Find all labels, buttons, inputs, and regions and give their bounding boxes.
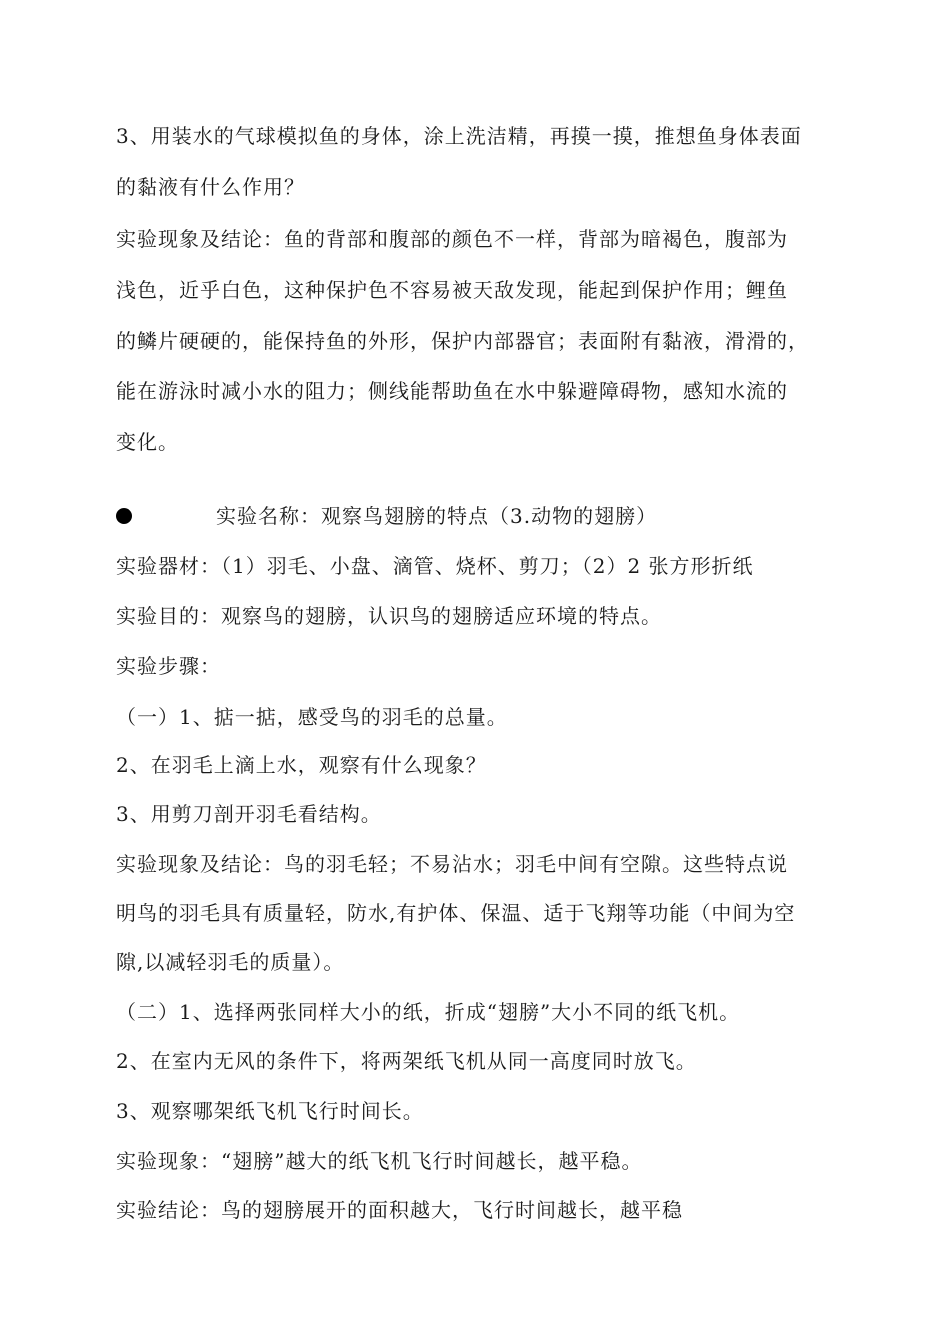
paragraph-line: 的黏液有什么作用？ <box>116 175 305 199</box>
paragraph-line: 3、观察哪架纸飞机飞行时间长。 <box>116 1099 424 1123</box>
paragraph-line: （二）1、选择两张同样大小的纸，折成“翅膀”大小不同的纸飞机。 <box>116 1000 741 1024</box>
paragraph-line: 隙,以减轻羽毛的质量）。 <box>116 950 345 974</box>
paragraph-line: 的鳞片硬硬的，能保持鱼的外形，保护内部器官；表面附有黏液，滑滑的， <box>116 329 809 353</box>
paragraph-line: 实验现象：“翅膀”越大的纸飞机飞行时间越长，越平稳。 <box>116 1149 643 1173</box>
paragraph-line: 实验结论：鸟的翅膀展开的面积越大，飞行时间越长，越平稳 <box>116 1198 683 1222</box>
section-title: 实验名称：观察鸟翅膀的特点（3.动物的翅膀） <box>216 504 658 528</box>
paragraph-line: 2、在室内无风的条件下，将两架纸飞机从同一高度同时放飞。 <box>116 1049 697 1073</box>
paragraph-line: （一）1、掂一掂，感受鸟的羽毛的总量。 <box>116 705 508 729</box>
paragraph-line: 明鸟的羽毛具有质量轻，防水,有护体、保温、适于飞翔等功能（中间为空 <box>116 901 796 925</box>
bullet-icon <box>116 508 132 524</box>
paragraph-line: 实验现象及结论：鸟的羽毛轻；不易沾水；羽毛中间有空隙。这些特点说 <box>116 852 788 876</box>
paragraph-line: 实验器材：（1）羽毛、小盘、滴管、烧杯、剪刀；（2）2 张方形折纸 <box>116 554 754 578</box>
paragraph-line: 变化。 <box>116 430 179 454</box>
paragraph-line: 能在游泳时减小水的阻力；侧线能帮助鱼在水中躲避障碍物，感知水流的 <box>116 379 788 403</box>
paragraph-line: 实验现象及结论：鱼的背部和腹部的颜色不一样，背部为暗褐色，腹部为 <box>116 227 788 251</box>
paragraph-line: 实验步骤： <box>116 654 221 678</box>
paragraph-line: 3、用剪刀剖开羽毛看结构。 <box>116 802 382 826</box>
paragraph-line: 浅色，近乎白色，这种保护色不容易被天敌发现，能起到保护作用；鲤鱼 <box>116 278 788 302</box>
paragraph-line: 实验目的：观察鸟的翅膀，认识鸟的翅膀适应环境的特点。 <box>116 604 662 628</box>
paragraph-line: 3、用装水的气球模拟鱼的身体，涂上洗洁精，再摸一摸，推想鱼身体表面 <box>116 124 802 148</box>
paragraph-line: 2、在羽毛上滴上水，观察有什么现象？ <box>116 753 487 777</box>
